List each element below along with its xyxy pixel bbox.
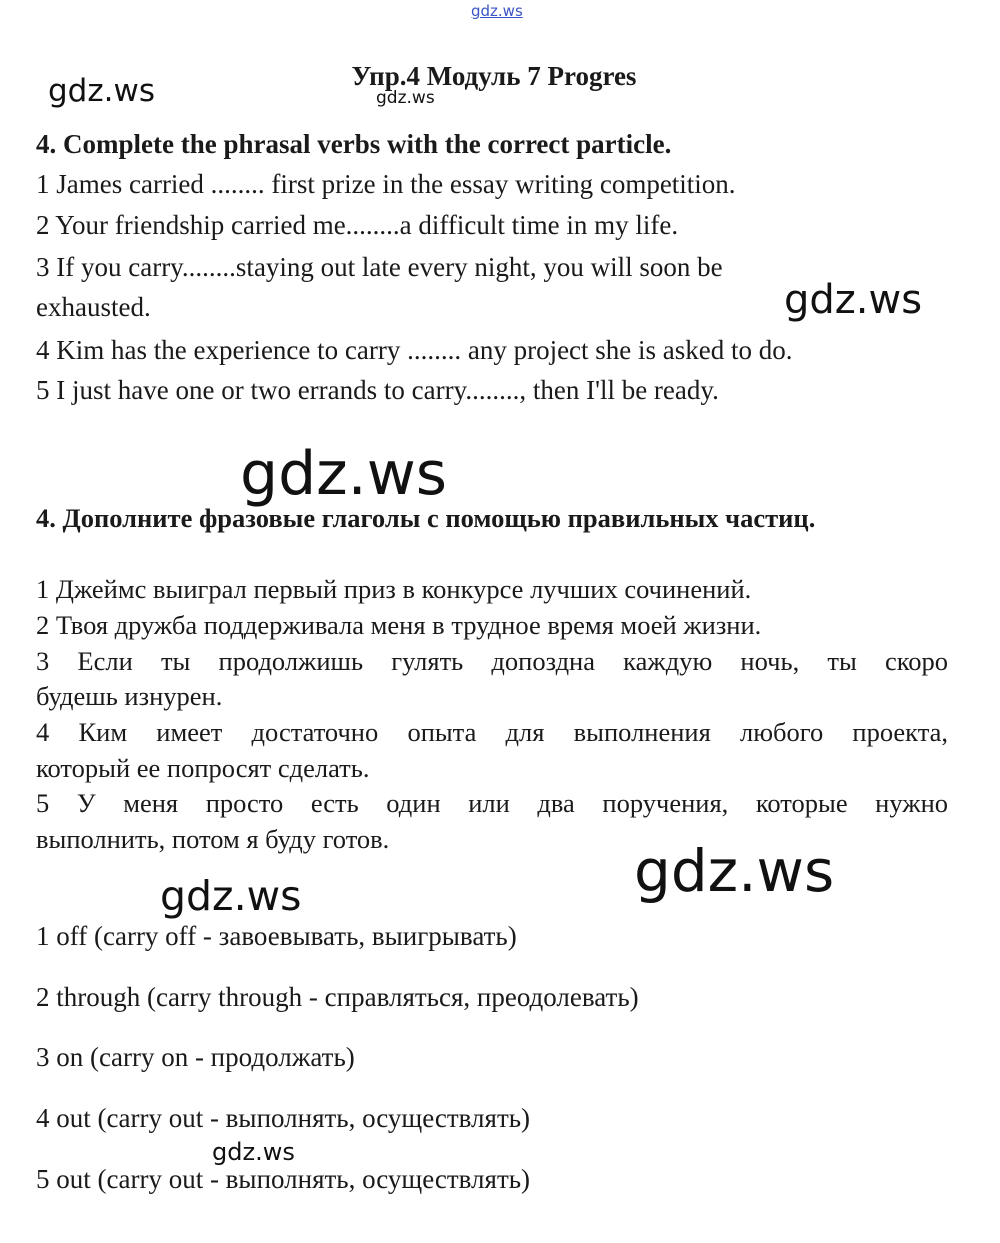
answer-item: 5 out (carry out - выполнять, осуществлять) — [36, 1164, 531, 1194]
english-item: 4 Kim has the experience to carry ........ any project she is asked to do. — [36, 335, 793, 365]
russian-item: 3 Если ты продолжишь гулять допоздна каждую ночь, ты скоро — [36, 646, 948, 676]
russian-task-heading: 4. Дополните фразовые глаголы с помощью правильных частиц. — [36, 503, 816, 533]
watermark: gdz.ws — [240, 439, 448, 509]
russian-item: 4 Ким имеет достаточно опыта для выполнения любого проекта, — [36, 717, 948, 747]
english-item-continuation: exhausted. — [36, 292, 151, 322]
russian-item-continuation: который ее попросят сделать. — [36, 753, 370, 783]
russian-item: 1 Джеймс выиграл первый приз в конкурсе лучших сочинений. — [36, 574, 752, 604]
watermark: gdz.ws — [376, 88, 435, 108]
watermark-top-link[interactable]: gdz.ws — [471, 2, 523, 20]
english-item: 3 If you carry........staying out late every night, you will soon be — [36, 252, 723, 282]
watermark: gdz.ws — [212, 1138, 295, 1166]
answer-item: 1 off (carry off - завоевывать, выигрывать) — [36, 921, 517, 951]
watermark: gdz.ws — [784, 277, 923, 323]
watermark: gdz.ws — [634, 837, 835, 905]
answer-item: 2 through (carry through - справляться, преодолевать) — [36, 982, 639, 1012]
russian-item-continuation: будешь изнурен. — [36, 681, 223, 711]
english-task-heading: 4. Complete the phrasal verbs with the correct particle. — [36, 129, 672, 159]
russian-item-continuation: выполнить, потом я буду готов. — [36, 824, 390, 854]
answer-item: 4 out (carry out - выполнять, осуществлять) — [36, 1103, 531, 1133]
english-item: 2 Your friendship carried me........a difficult time in my life. — [36, 210, 679, 240]
answer-item: 3 on (carry on - продолжать) — [36, 1042, 355, 1072]
watermark: gdz.ws — [48, 73, 155, 109]
russian-item: 2 Твоя дружба поддерживала меня в трудное время моей жизни. — [36, 610, 762, 640]
russian-item: 5 У меня просто есть один или два поручения, которые нужно — [36, 788, 948, 818]
watermark: gdz.ws — [160, 872, 302, 920]
english-item: 1 James carried ........ first prize in the essay writing competition. — [36, 169, 736, 199]
english-item: 5 I just have one or two errands to carry........, then I'll be ready. — [36, 375, 719, 405]
page-title: Упр.4 Модуль 7 Progres — [351, 61, 637, 91]
